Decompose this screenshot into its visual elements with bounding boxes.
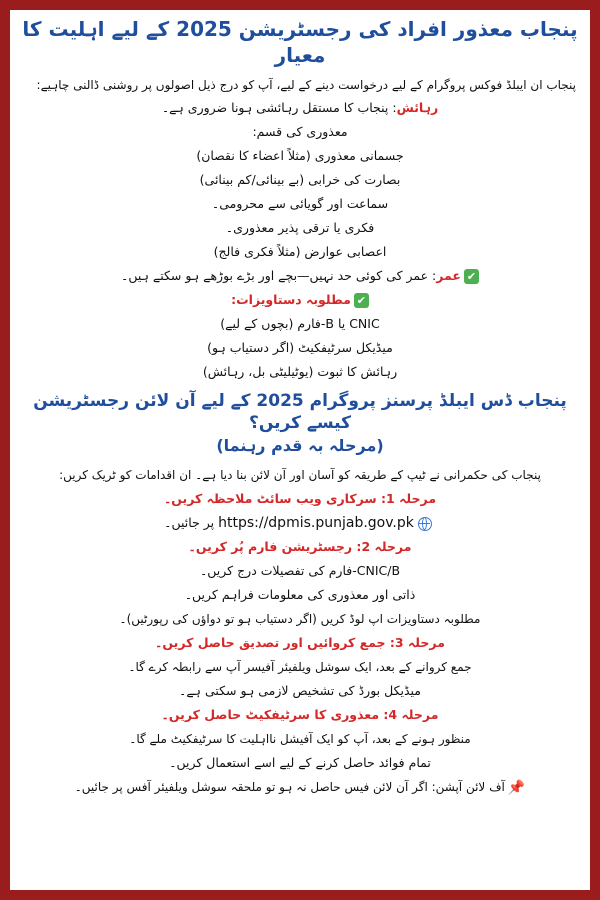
disability-type-item: بصارت کی خرابی (بے بینائی/کم بینائی)	[199, 172, 401, 187]
document-item: CNIC یا B-فارم (بچوں کے لیے)	[220, 316, 380, 331]
step2-line: CNIC/B-فارم کی تفصیلات درج کریں۔	[199, 563, 401, 579]
pushpin-icon: 📌	[507, 779, 526, 796]
step4-line: منظور ہونے کے بعد، آپ کو ایک آفیشل نااہلیت کا سرٹیفکیٹ ملے گا۔	[129, 732, 471, 747]
document-item: میڈیکل سرٹیفکیٹ (اگر دستیاب ہو)	[207, 340, 393, 355]
disability-type-item: جسمانی معذوری (مثلاً اعضاء کا نقصان)	[196, 148, 404, 163]
residence-line	[18, 96, 582, 120]
documents-heading-line	[18, 288, 582, 312]
section-subtitle: (مرحلہ بہ قدم رہنما)	[216, 436, 384, 456]
age-label: عمر	[436, 268, 461, 283]
residence-text: : پنجاب کا مستقل رہائشی ہونا ضروری ہے۔	[161, 100, 397, 115]
step3-line: جمع کروانے کے بعد، ایک سوشل ویلفیئر آفیسر آپ سے رابطہ کرے گا۔	[128, 660, 472, 675]
step4-title: مرحلہ 4: معذوری کا سرٹیفکیٹ حاصل کریں۔	[161, 707, 439, 723]
offline-text: آف لائن آپشن: اگر آن لائن فیس حاصل نہ ہو تو ملحقہ سوشل ویلفیئر آفس پر جائیں۔	[74, 780, 505, 795]
step1-url-line	[18, 511, 582, 535]
steps-intro: پنجاب کی حکمرانی نے ٹیپ کے طریقہ کو آسان اور آن لائن بنا دیا ہے۔ ان اقدامات کو ٹریک کریں:	[59, 468, 541, 483]
step4-line: تمام فوائد حاصل کرنے کے لیے اسے استعمال کریں۔	[169, 755, 431, 771]
url-suffix: پر جائیں۔	[164, 515, 215, 531]
document-item: رہائش کا ثبوت (یوٹیلیٹی بل، رہائش)	[202, 364, 398, 379]
check-icon: ✔	[464, 269, 479, 284]
step2-line: ذاتی اور معذوری کی معلومات فراہم کریں۔	[184, 587, 416, 603]
section-title: پنجاب ڈس ایبلڈ پرسنز پروگرام 2025 کے لیے آن لائن رجسٹریشن کیسے کریں؟	[33, 391, 567, 434]
step1-title: مرحلہ 1: سرکاری ویب سائٹ ملاحظہ کریں۔	[163, 491, 437, 507]
step3-line: میڈیکل بورڈ کی تشخیص لازمی ہو سکتی ہے۔	[179, 683, 421, 699]
age-line	[18, 264, 582, 288]
residence-label: رہائش	[396, 100, 439, 115]
disability-type-item: فکری یا ترقی پذیر معذوری۔	[225, 220, 375, 235]
page-title: پنجاب معذور افراد کی رجسٹریشن 2025 کے لیے اہلیت کا معیار	[22, 17, 578, 67]
age-text: : عمر کی کوئی حد نہیں—بچے اور بڑے بوڑھے ہو سکتے ہیں۔	[121, 268, 437, 283]
website-link[interactable]: https://dpmis.punjab.gov.pk	[218, 515, 414, 532]
intro-text: پنجاب ان ایبلڈ فوکس پروگرام کے لیے درخواست دینے کے لیے، آپ کو درج ذیل اصولوں پر روشنی ڈالنی چاہیے:	[36, 78, 576, 92]
document-page	[10, 10, 590, 890]
disability-type-item: اعصابی عوارض (مثلاً فکری فالج)	[213, 244, 387, 259]
step2-title: مرحلہ 2: رجسٹریشن فارم پُر کریں۔	[188, 539, 412, 555]
step2-line: مطلوبہ دستاویزات اپ لوڈ کریں (اگر دستیاب ہو تو دواؤں کی رپورٹیں)۔	[119, 612, 481, 627]
offline-line	[18, 775, 582, 800]
globe-icon	[418, 517, 432, 531]
disability-type-item: سماعت اور گویائی سے محرومی۔	[211, 196, 389, 211]
step3-title: مرحلہ 3: جمع کروائیں اور تصدیق حاصل کریں۔	[155, 635, 445, 651]
documents-heading: مطلوبہ دستاویزات:	[231, 292, 351, 307]
check-icon: ✔	[354, 293, 369, 308]
disability-types-heading: معذوری کی قسم:	[252, 124, 348, 139]
